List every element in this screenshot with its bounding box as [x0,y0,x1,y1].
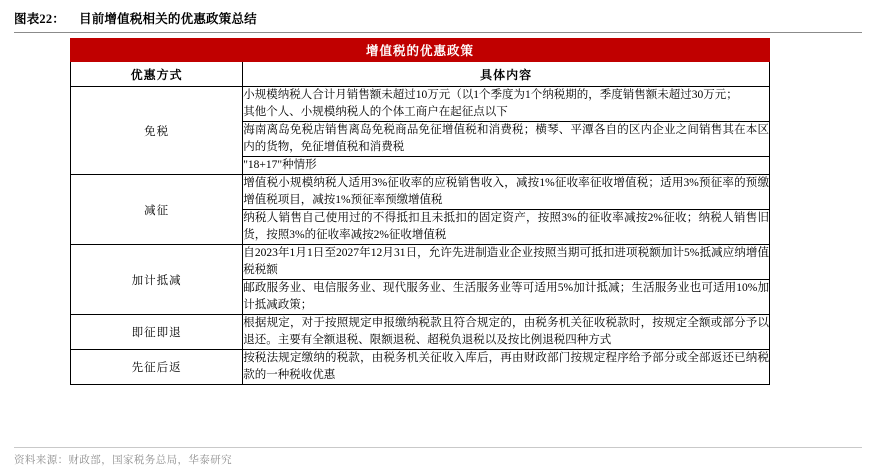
source-label: 资料来源：财政部，国家税务总局，华泰研究 [14,455,232,466]
column-header-content: 具体内容 [243,62,770,87]
policy-content-cell: "18+17"种情形 [243,157,770,175]
policy-content-cell: 海南离岛免税店销售离岛免税商品免征增值税和消费税；横琴、平潭各自的区内企业之间销售其在本区内的货物，免征增值税和消费税 [243,122,770,157]
source-footer [14,447,862,467]
policy-category-cell: 加计抵减 [71,245,243,315]
source-divider [14,447,862,448]
policy-content-cell: 邮政服务业、电信服务业、现代服务业、生活服务业等可适用5%加计抵减；生活服务业也可适用10%加计抵减政策； [243,280,770,315]
policy-category-cell: 减征 [71,175,243,245]
policy-table-wrapper [70,38,770,385]
policy-content-cell: 增值税小规模纳税人适用3%征收率的应税销售收入，减按1%征收率征收增值税；适用3%预征率的预缴增值税项目，减按1%预征率预缴增值税 [243,175,770,210]
policy-content-cell: 根据规定，对于按照规定申报缴纳税款且符合规定的，由税务机关征收税款时，按规定全额或部分予以退还。主要有全额退税、限额退税、超税负退税以及按比例退税四种方式 [243,315,770,350]
policy-content-cell: 自2023年1月1日至2027年12月31日，允许先进制造业企业按照当期可抵扣进项税额加计5%抵减应纳增值税税额 [243,245,770,280]
caption-divider [14,32,862,33]
policy-content-cell: 小规模纳税人合计月销售额未超过10万元（以1个季度为1个纳税期的，季度销售额未超过30万元； 其他个人、小规模纳税人的个体工商户在起征点以下 [243,87,770,122]
policy-content-cell: 纳税人销售自己使用过的不得抵扣且未抵扣的固定资产，按照3%的征收率减按2%征收；纳税人销售旧货，按照3%的征收率减按2%征收增值税 [243,210,770,245]
policy-table [70,38,770,385]
column-header-category: 优惠方式 [71,62,243,87]
policy-category-cell: 即征即退 [71,315,243,350]
table-row [71,175,770,210]
table-banner-title: 增值税的优惠政策 [71,39,770,62]
figure-caption [14,9,862,33]
policy-category-cell: 免税 [71,87,243,175]
figure-number: 图表22： [14,12,66,26]
policy-content-cell: 按税法规定缴纳的税款，由税务机关征收入库后，再由财政部门按规定程序给予部分或全部返还已纳税款的一种税收优惠 [243,350,770,385]
table-row [71,350,770,385]
table-banner-row [71,39,770,62]
table-header-row [71,62,770,87]
table-row [71,245,770,280]
caption-line [14,9,862,27]
policy-category-cell: 先征后返 [71,350,243,385]
table-row [71,87,770,122]
figure-title: 目前增值税相关的优惠政策总结 [79,12,257,26]
table-row [71,315,770,350]
